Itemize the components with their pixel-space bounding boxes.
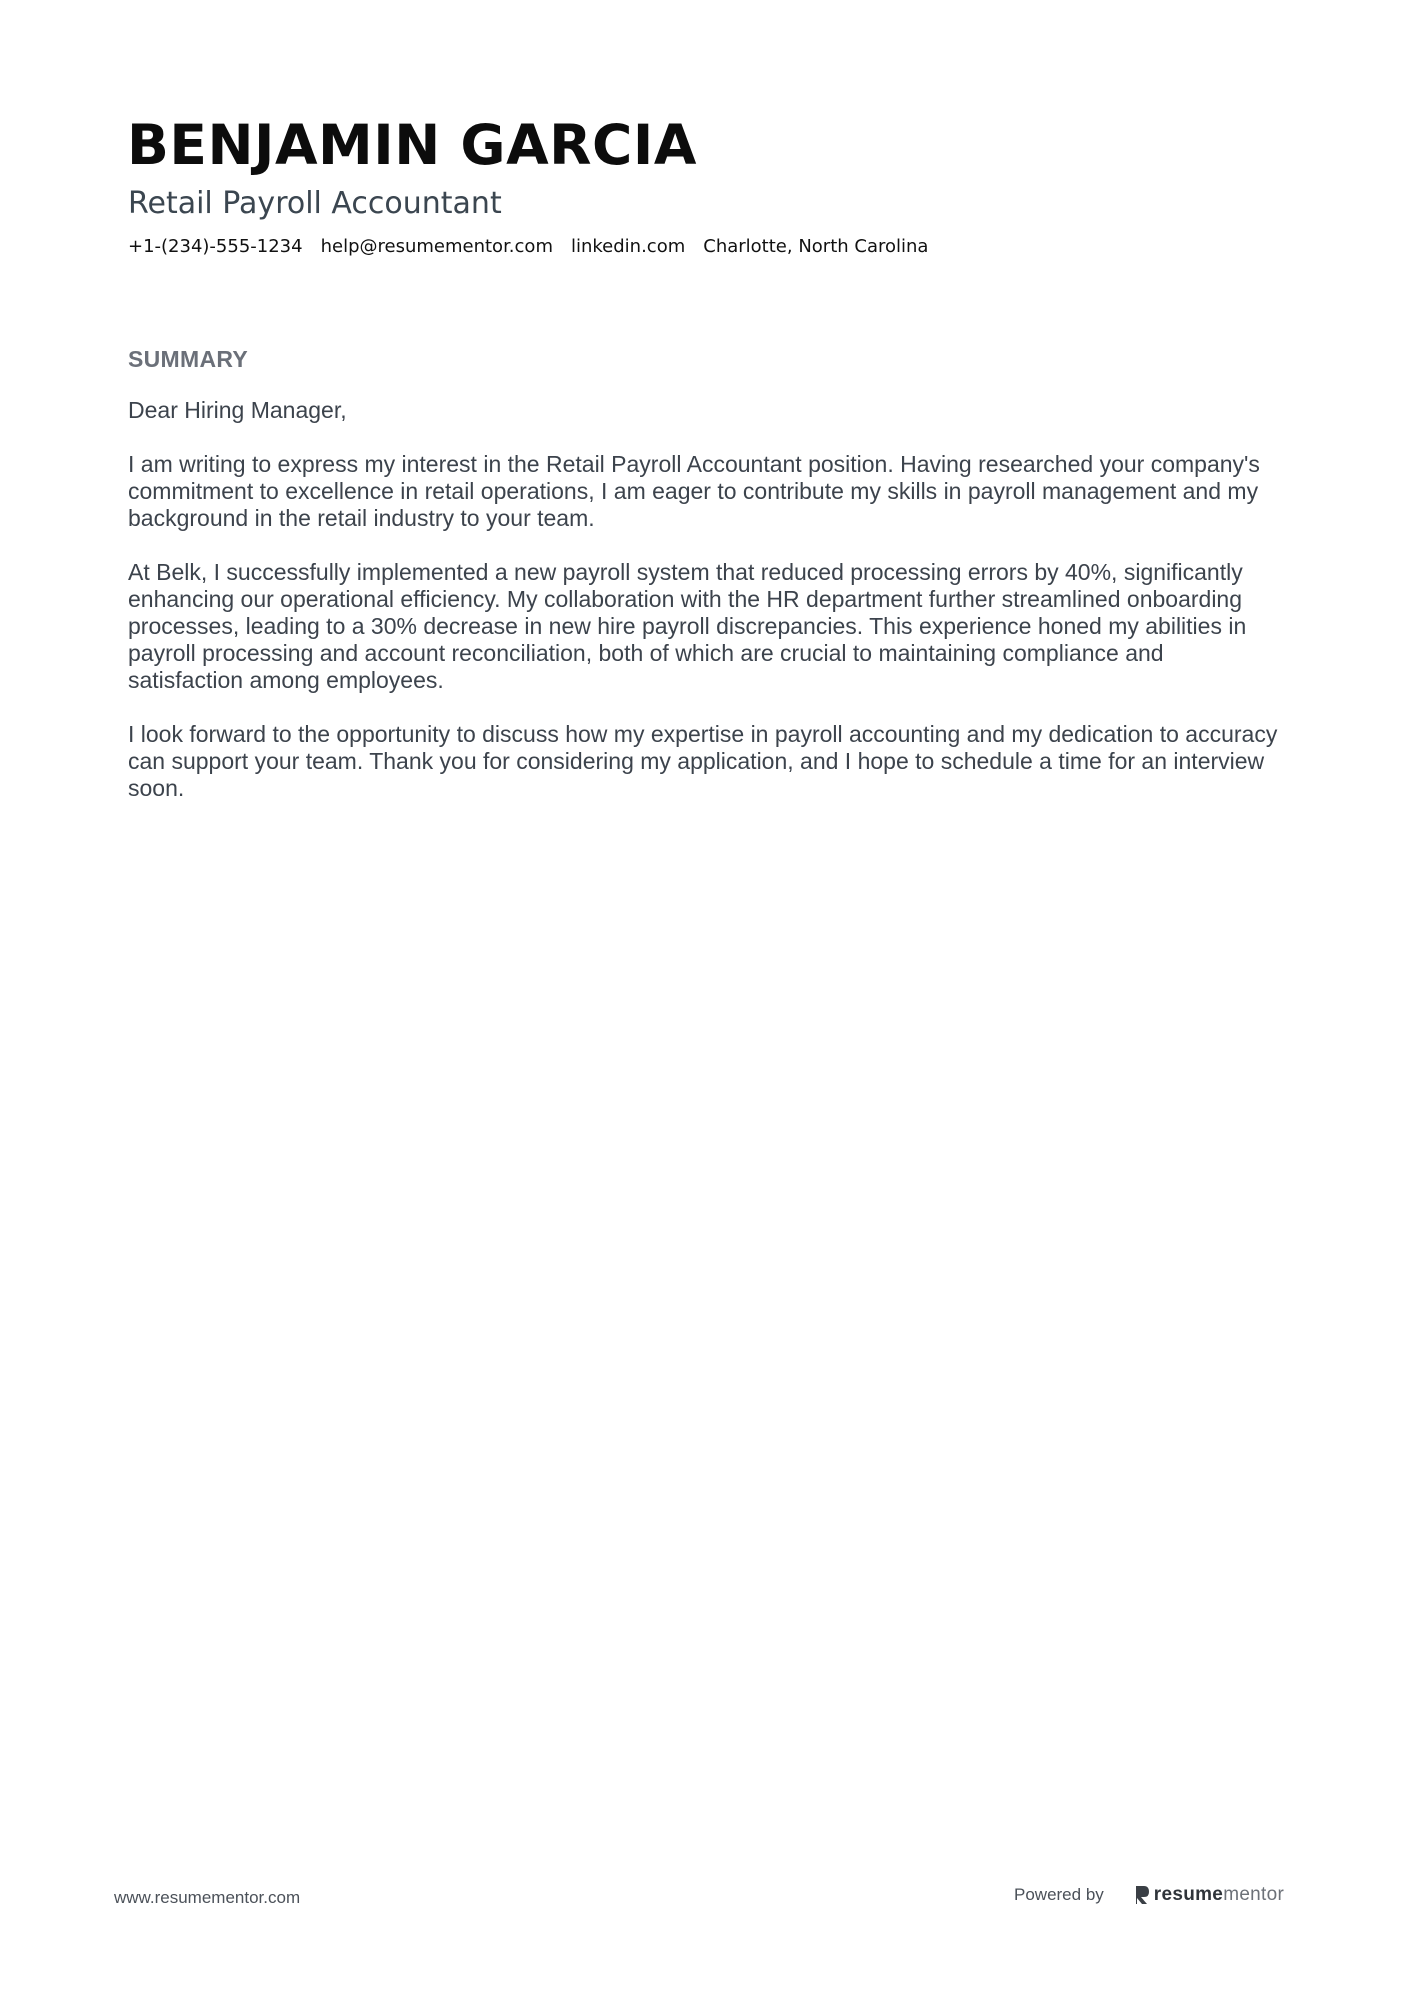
cover-letter-body [128,397,1278,829]
letter-paragraph-intro: I am writing to express my interest in the Retail Payroll Accountant position. Having researched your company's commitment to excellence in retail operations, I am eager to contribute my skills in payroll management and my background in the retail industry to your team. [128,451,1260,531]
contact-linkedin: linkedin.com [570,236,686,257]
brand-word-resume: resume [1153,1884,1224,1905]
letter-paragraph-closing: I look forward to the opportunity to discuss how my expertise in payroll accounting and my dedication to accuracy can support your team. Thank you for considering my application, and I hope to schedule a time for an interview soon. [128,721,1278,801]
contact-phone: +1-(234)-555-1234 [128,236,303,257]
candidate-name: BENJAMIN GARCIA [127,113,697,177]
contact-location: Charlotte, North Carolina [703,236,929,257]
contact-bar [128,233,928,261]
summary-heading: SUMMARY [128,346,249,372]
brand-logo [1134,1883,1284,1907]
letter-greeting: Dear Hiring Manager, [128,397,347,423]
resumementor-logo-icon [1134,1884,1150,1906]
footer-branding [1014,1880,1284,1910]
job-title: Retail Payroll Accountant [128,186,502,221]
brand-word-mentor: mentor [1223,1884,1285,1905]
footer-website: www.resumementor.com [114,1888,301,1907]
contact-email: help@resumementor.com [320,236,553,257]
powered-by-label: Powered by [1014,1885,1104,1904]
letter-paragraph-experience: At Belk, I successfully implemented a new payroll system that reduced processing errors by 40%, significantly enhancing our operational efficiency. My collaboration with the HR department further streamlined onboarding processes, leading to a 30% decrease in new hire payroll discrepancies. This experience honed my abilities in payroll processing and account reconciliation, both of which are crucial to maintaining compliance and satisfaction among employees. [128,559,1247,693]
